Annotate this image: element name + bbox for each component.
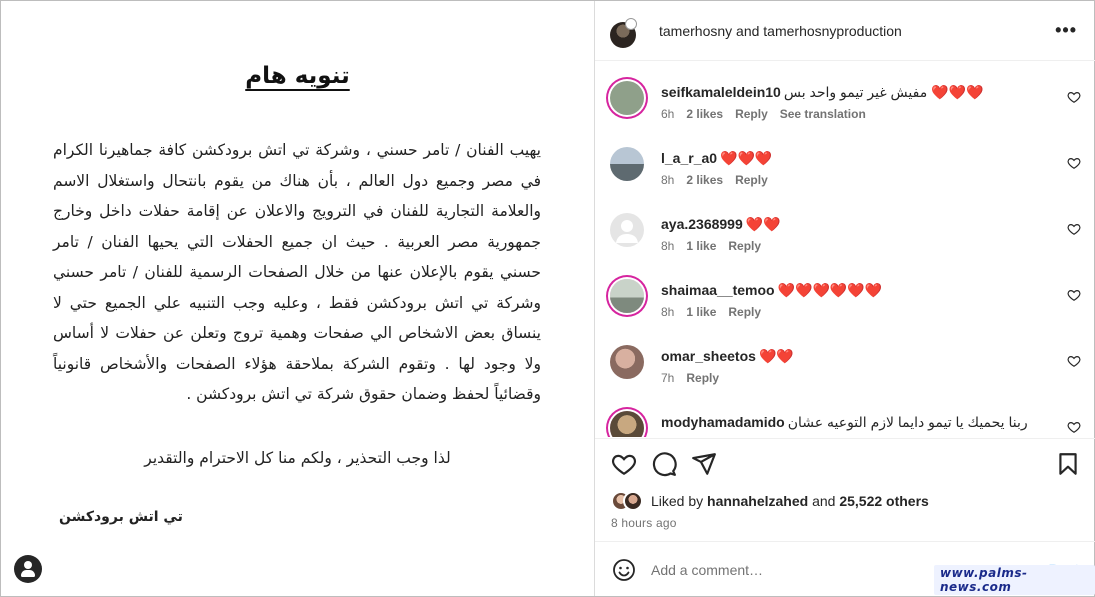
- commenter-avatar[interactable]: [610, 411, 644, 437]
- author-avatar[interactable]: [610, 22, 636, 48]
- reply-button[interactable]: Reply: [728, 239, 762, 253]
- comment-item: [595, 209, 1095, 275]
- reply-button[interactable]: Reply: [728, 305, 762, 319]
- liked-by-prefix: Liked by: [651, 493, 704, 509]
- author-names[interactable]: tamerhosny and tamerhosnyproduction: [659, 23, 902, 39]
- notice-body: يهيب الفنان / تامر حسني ، وشركة تي اتش برودكشن كافة جماهيرنا الكرام في مصر وجميع دول العالم ، بأن هناك من يقوم بانتحال واستغلال الاسم والعلامة التجارية للفنان في الترويج والاعلان عن إقامة حفلات داخل وخارج جمهورية مصر العربية . حيث ان جميع الحفلات التي يحيها الفنان / تامر حسني يقوم بالإعلان عنها من خلال الصفحات الرسمية للفنان / تامر حسني وشركة تي اتش برودكشن فقط ، وعليه وجب التنبيه علي الجميع حتي لا ينساق بعض الاشخاص الي صفحات وهمية تروج وتعلن عن حفلات لا أساس ولا وجود لها . وتقوم الشركة بملاحقة هؤلاء الصفحات والأشخاص قانونياً وقضائياً لحفظ وضمان حقوق شركة تي اتش برودكشن .: [53, 141, 541, 403]
- reply-button[interactable]: Reply: [686, 371, 720, 385]
- post-header: [595, 1, 1095, 61]
- heart-icon[interactable]: [1067, 90, 1081, 104]
- notice-title: تنويه هام: [245, 63, 350, 89]
- reply-button[interactable]: Reply: [735, 107, 768, 121]
- commenter-avatar[interactable]: [610, 81, 644, 115]
- comments-list[interactable]: [595, 63, 1095, 437]
- liker-avatar[interactable]: [623, 491, 643, 511]
- like-heart-icon[interactable]: [611, 451, 637, 477]
- commenter-avatar[interactable]: [610, 345, 644, 379]
- see-translation-button[interactable]: See translation: [779, 107, 866, 121]
- comment-likes[interactable]: 2 likes: [686, 107, 724, 121]
- comment-time[interactable]: 8h: [661, 173, 675, 187]
- post-image: [1, 1, 594, 596]
- comment-item: [595, 143, 1095, 209]
- comment-time[interactable]: 7h: [661, 371, 675, 385]
- liked-by-user[interactable]: hannahelzahed: [707, 493, 809, 509]
- heart-icon[interactable]: [1067, 288, 1081, 302]
- share-icon[interactable]: [691, 451, 717, 477]
- comment-text: مفيش غير تيمو واحد بس ❤️❤️❤️: [783, 84, 984, 100]
- liked-by-others[interactable]: 25,522 others: [839, 493, 929, 509]
- notice-closing: لذا وجب التحذير ، ولكم منا كل الاحترام والتقدير: [144, 449, 451, 467]
- heart-icon[interactable]: [1067, 420, 1081, 434]
- comment-username[interactable]: l_a_r_a0: [661, 150, 718, 166]
- heart-icon[interactable]: [1067, 156, 1081, 170]
- comment-time[interactable]: 6h: [661, 107, 675, 121]
- comment-item: [595, 341, 1095, 407]
- post-side-panel: [594, 1, 1094, 596]
- comment-icon[interactable]: [651, 451, 677, 477]
- commenter-avatar[interactable]: [610, 147, 644, 181]
- commenter-avatar[interactable]: [610, 213, 644, 247]
- post-actions: [595, 438, 1095, 541]
- comment-time[interactable]: 8h: [661, 305, 675, 319]
- comment-username[interactable]: omar_sheetos: [661, 348, 756, 364]
- comment-likes[interactable]: 2 likes: [686, 173, 724, 187]
- comment-text: ❤️❤️: [758, 348, 794, 364]
- comment-username[interactable]: shaimaa__temoo: [661, 282, 775, 298]
- comment-username[interactable]: modyhamadamido: [661, 414, 785, 430]
- comment-text: ❤️❤️: [745, 216, 781, 232]
- comment-time[interactable]: 8h: [661, 239, 675, 253]
- comment-likes[interactable]: 1 like: [686, 239, 717, 253]
- comment-likes[interactable]: 1 like: [686, 305, 717, 319]
- emoji-icon[interactable]: [612, 558, 636, 582]
- comment-input[interactable]: [651, 559, 921, 581]
- comment-item: [595, 407, 1095, 437]
- tagged-user-icon[interactable]: [14, 555, 42, 583]
- comment-item: [595, 77, 1095, 143]
- comment-text: ❤️❤️❤️: [720, 150, 773, 166]
- more-options-icon[interactable]: •••: [1055, 20, 1077, 40]
- post-time[interactable]: 8 hours ago: [611, 516, 677, 530]
- comment-text: ربنا يحميك يا تيمو دايما لازم التوعيه عشان: [787, 414, 1028, 430]
- site-watermark: www.palms-news.com: [934, 565, 1095, 595]
- notice-signature: تي اتش برودكشن: [59, 509, 183, 525]
- bookmark-icon[interactable]: [1055, 451, 1081, 477]
- reply-button[interactable]: Reply: [735, 173, 768, 187]
- commenter-avatar[interactable]: [610, 279, 644, 313]
- heart-icon[interactable]: [1067, 222, 1081, 236]
- comment-username[interactable]: seifkamaleldein10: [661, 84, 781, 100]
- comment-text: ❤️❤️❤️❤️❤️❤️: [777, 282, 883, 298]
- default-avatar-icon: [610, 213, 644, 247]
- comment-item: [595, 275, 1095, 341]
- liked-by-connector: and: [812, 493, 836, 509]
- heart-icon[interactable]: [1067, 354, 1081, 368]
- comment-username[interactable]: aya.2368999: [661, 216, 743, 232]
